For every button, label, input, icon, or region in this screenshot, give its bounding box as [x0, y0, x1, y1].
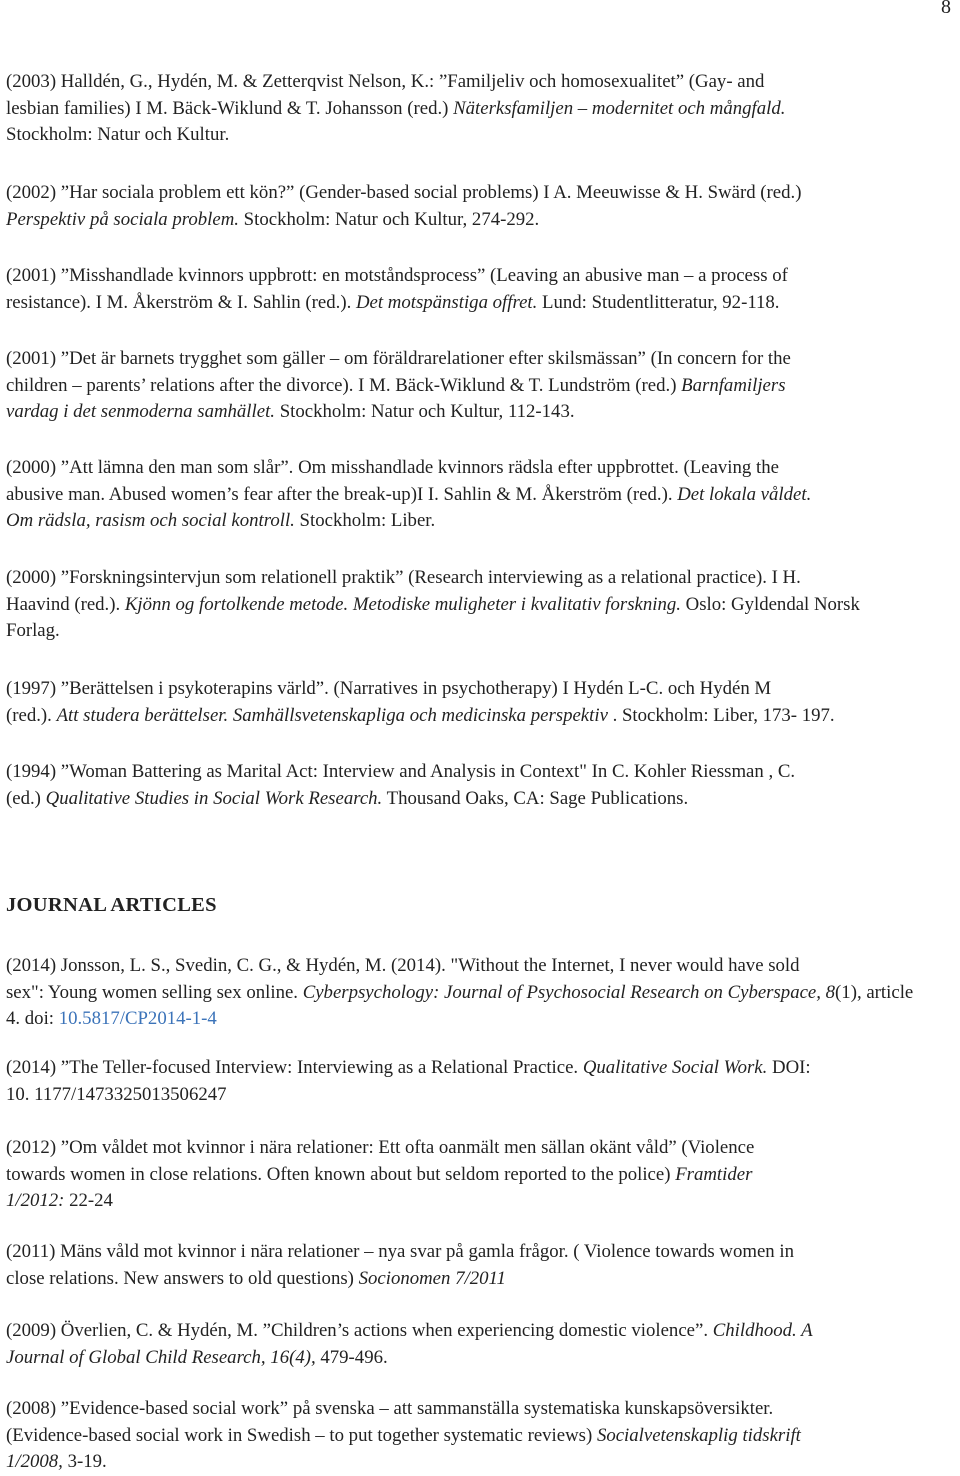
- reference-line: [6, 373, 946, 400]
- italic-title: 1/2012:: [6, 1190, 65, 1211]
- italic-title: Socialvetenskaplig tidskrift: [596, 1424, 801, 1446]
- reference-line: [6, 592, 946, 619]
- reference-entry: [6, 455, 946, 535]
- reference-text: (2001) ”Det är barnets trygghet som gäller – om föräldrarelationer efter skilsmässan” (In concern for the: [6, 348, 791, 369]
- reference-line: [6, 482, 946, 509]
- reference-line: [6, 508, 946, 535]
- reference-text: 4. doi:: [6, 1008, 59, 1029]
- reference-text: (2012) ”Om våldet mot kvinnor i nära relationer: Ett ofta oanmält men sällan okänt våld” (Violence: [6, 1137, 755, 1158]
- reference-line: [6, 290, 946, 317]
- italic-title: Journal of Global Child Research, 16(4),: [6, 1346, 316, 1368]
- reference-entry: [6, 565, 946, 645]
- reference-text: 479-496.: [315, 1346, 388, 1368]
- reference-text: children – parents’ relations after the divorce). I M. Bäck-Wiklund & T. Lundström (red.): [6, 374, 682, 396]
- reference-text: Stockholm: Natur och Kultur, 274-292.: [238, 208, 540, 230]
- reference-entry: [6, 676, 946, 729]
- reference-entry: [6, 759, 946, 812]
- italic-title: Att studera berättelser. Samhällsvetenskapliga och medicinska perspektiv: [56, 704, 608, 726]
- reference-line: [6, 1055, 946, 1082]
- reference-text: Lund: Studentlitteratur, 92-118.: [537, 291, 780, 313]
- reference-line: [6, 1006, 946, 1033]
- italic-title: Barnfamiljers: [681, 374, 786, 396]
- italic-title: Cyberpsychology: Journal of Psychosocial Research on Cyberspace, 8: [302, 981, 836, 1003]
- reference-line: [6, 1396, 946, 1423]
- reference-line: [6, 1345, 946, 1372]
- reference-line: [6, 1449, 946, 1476]
- reference-entry: [6, 180, 946, 233]
- reference-text: . Stockholm: Liber, 173- 197.: [607, 704, 835, 726]
- reference-line: [6, 980, 946, 1007]
- italic-title: Childhood. A: [712, 1320, 813, 1341]
- reference-line: [6, 122, 946, 149]
- reference-line: [6, 399, 946, 426]
- reference-line: [6, 1135, 946, 1162]
- reference-entry: [6, 69, 946, 149]
- italic-title: Om rädsla, rasism och social kontroll.: [6, 510, 295, 531]
- reference-text: (1997) ”Berättelsen i psykoterapins värld”. (Narratives in psychotherapy) I Hydén L-C. och Hydén M: [6, 678, 772, 699]
- reference-text: resistance). I M. Åkerström & I. Sahlin (red.).: [6, 291, 356, 313]
- italic-title: 1/2008,: [6, 1451, 63, 1472]
- reference-line: [6, 618, 946, 645]
- italic-title: vardag i det senmoderna samhället.: [6, 401, 275, 422]
- reference-text: (red.).: [6, 704, 57, 726]
- reference-text: (2008) ”Evidence-based social work” på svenska – att sammanställa systematiska kunskapsöversikter.: [6, 1398, 774, 1419]
- reference-line: [6, 263, 946, 290]
- italic-title: Qualitative Social Work.: [582, 1057, 768, 1078]
- reference-text: abusive man. Abused women’s fear after the break-up)I I. Sahlin & M. Åkerström (red.).: [6, 483, 678, 505]
- italic-title: Socionomen 7/2011: [358, 1267, 506, 1289]
- reference-line: [6, 1082, 946, 1109]
- page-number: 8: [941, 0, 951, 18]
- reference-entry: [6, 263, 946, 316]
- reference-text: Haavind (red.).: [6, 593, 125, 615]
- reference-line: [6, 180, 946, 207]
- italic-title: Qualitative Studies in Social Work Research.: [45, 787, 383, 809]
- reference-line: [6, 1162, 946, 1189]
- reference-line: [6, 346, 946, 373]
- reference-text: Forlag.: [6, 620, 60, 641]
- reference-line: [6, 1423, 946, 1450]
- italic-title: Perspektiv på sociala problem.: [6, 208, 239, 230]
- reference-line: [6, 786, 946, 813]
- reference-text: sex": Young women selling sex online.: [6, 981, 303, 1003]
- italic-title: Kjönn og fortolkende metode. Metodiske muligheter i kvalitativ forskning.: [124, 593, 681, 615]
- journal-articles-heading: JOURNAL ARTICLES: [6, 894, 217, 916]
- reference-text: lesbian families) I M. Bäck-Wiklund & T. Johansson (red.): [6, 97, 454, 119]
- reference-text: (2001) ”Misshandlade kvinnors uppbrott: en motståndsprocess” (Leaving an abusive man – a process of: [6, 265, 788, 286]
- reference-text: (2009) Överlien, C. & Hydén, M. ”Children’s actions when experiencing domestic violence”.: [6, 1320, 713, 1341]
- reference-entry: [6, 346, 946, 426]
- doi-link[interactable]: 10.5817/CP2014-1-4: [58, 1008, 217, 1029]
- reference-line: [6, 207, 946, 234]
- reference-line: [6, 96, 946, 123]
- reference-entry: [6, 1318, 946, 1371]
- reference-line: [6, 565, 946, 592]
- reference-text: (2002) ”Har sociala problem ett kön?” (Gender-based social problems) I A. Meeuwisse & H. Swärd (red.): [6, 182, 802, 203]
- italic-title: Det lokala våldet.: [677, 483, 812, 505]
- reference-text: close relations. New answers to old questions): [6, 1267, 359, 1289]
- reference-text: (2014) Jonsson, L. S., Svedin, C. G., & Hydén, M. (2014). "Without the Internet, I never would have sold: [6, 955, 800, 976]
- reference-text: DOI:: [767, 1057, 811, 1078]
- reference-entry: [6, 953, 946, 1033]
- italic-title: Näterksfamiljen – modernitet och mångfald.: [453, 97, 786, 119]
- reference-line: [6, 953, 946, 980]
- reference-text: 3-19.: [62, 1451, 107, 1472]
- reference-text: (2014) ”The Teller-focused Interview: Interviewing as a Relational Practice.: [6, 1057, 583, 1078]
- reference-line: [6, 703, 946, 730]
- reference-line: [6, 455, 946, 482]
- reference-text: Stockholm: Natur och Kultur.: [6, 124, 230, 145]
- reference-line: [6, 676, 946, 703]
- reference-entry: [6, 1135, 946, 1215]
- reference-text: (1), article: [835, 981, 914, 1003]
- reference-entry: [6, 1396, 946, 1476]
- reference-line: [6, 69, 946, 96]
- reference-line: [6, 759, 946, 786]
- reference-line: [6, 1239, 946, 1266]
- reference-text: Stockholm: Natur och Kultur, 112-143.: [275, 401, 575, 422]
- reference-line: [6, 1188, 946, 1215]
- reference-text: (2000) ”Att lämna den man som slår”. Om misshandlade kvinnors rädsla efter uppbrottet. (Leaving the: [6, 457, 779, 478]
- reference-line: [6, 1266, 946, 1293]
- italic-title: Framtider: [675, 1163, 753, 1185]
- reference-text: (2000) ”Forskningsintervjun som relationell praktik” (Research interviewing as a relational practice). I H.: [6, 567, 801, 588]
- reference-text: (ed.): [6, 787, 46, 809]
- reference-text: (Evidence-based social work in Swedish – to put together systematic reviews): [6, 1424, 597, 1446]
- reference-text: (1994) ”Woman Battering as Marital Act: Interview and Analysis in Context" In C. Kohler Riessman , C.: [6, 761, 796, 782]
- reference-text: Stockholm: Liber.: [294, 510, 436, 531]
- reference-text: 10. 1177/1473325013506247: [6, 1083, 227, 1105]
- reference-entry: [6, 1239, 946, 1292]
- reference-text: 22-24: [64, 1190, 113, 1211]
- reference-text: towards women in close relations. Often known about but seldom reported to the police): [6, 1163, 676, 1185]
- reference-entry: [6, 1055, 946, 1108]
- reference-text: Thousand Oaks, CA: Sage Publications.: [382, 787, 689, 809]
- reference-line: [6, 1318, 946, 1345]
- italic-title: Det motspänstiga offret.: [355, 291, 538, 313]
- reference-text: Oslo: Gyldendal Norsk: [680, 593, 860, 615]
- reference-text: (2003) Halldén, G., Hydén, M. & Zetterqvist Nelson, K.: ”Familjeliv och homosexualitet” (Gay- and: [6, 71, 765, 92]
- reference-text: (2011) Mäns våld mot kvinnor i nära relationer – nya svar på gamla frågor. ( Violence towards women in: [6, 1241, 794, 1262]
